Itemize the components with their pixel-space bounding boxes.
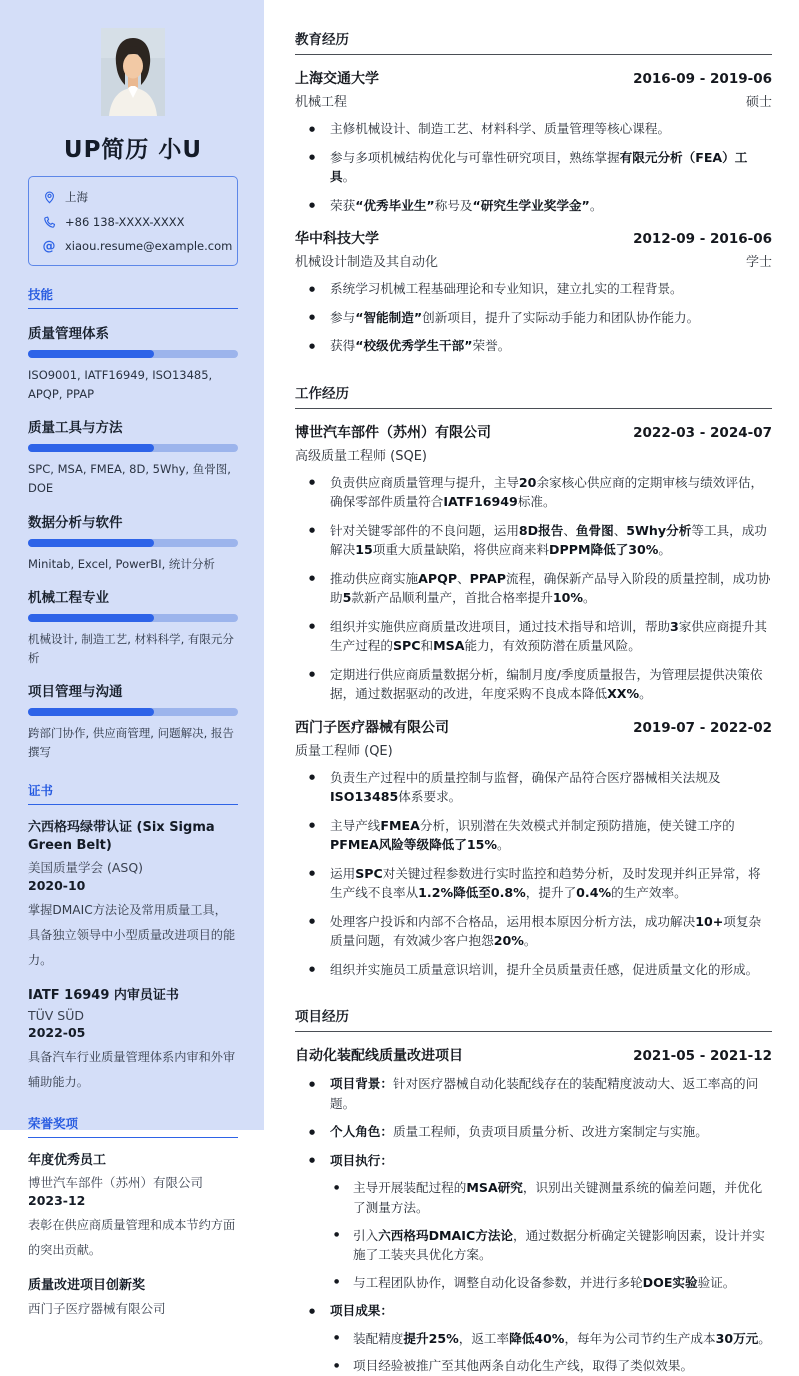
bullet-item: ● 运用SPC对关键过程参数进行实时监控和趋势分析，及时发现并纠正异常，将生产线不良率从1.2%降低至0.8%，提升了0.4%的生产效率。 (295, 864, 772, 903)
work-bullets (295, 473, 772, 704)
profile-photo (101, 28, 165, 116)
education-section (295, 28, 772, 356)
certificate-item (28, 819, 238, 973)
certificates-section-title: 证书 (28, 781, 238, 805)
skill-keywords: SPC, MSA, FMEA, 8D, 5Why, 鱼骨图, DOE (28, 462, 231, 495)
bullet-item: ● 系统学习机械工程基础理论和专业知识，建立扎实的工程背景。 (295, 279, 772, 299)
skill-progress-track (28, 614, 238, 622)
education-bullets (295, 119, 772, 215)
skill-item (28, 416, 238, 497)
certificate-item (28, 987, 238, 1095)
company-name: 博世汽车部件（苏州）有限公司 (295, 424, 491, 441)
honor-item (28, 1277, 238, 1316)
honor-date: 2023-12 (28, 1193, 86, 1209)
project-entry (295, 1045, 772, 1375)
certificates-section (28, 781, 238, 1096)
education-entry (295, 228, 772, 356)
bullet-item: ● 项目背景：针对医疗器械自动化装配线存在的装配精度波动大、返工率高的问题。 (295, 1074, 772, 1113)
project-sub-bullets (330, 1329, 772, 1376)
contact-location (42, 189, 224, 205)
bullet-item: ● 参与多项机械结构优化与可靠性研究项目，熟练掌握有限元分析（FEA）工具。 (295, 148, 772, 187)
bullet-item: ● 组织并实施供应商质量改进项目，通过技术指导和培训，帮助3家供应商提升其生产过程的SPC和MSA能力，有效预防潜在质量风险。 (295, 617, 772, 656)
honors-section-title: 荣誉奖项 (28, 1114, 238, 1138)
certificate-issuer: 美国质量学会 (ASQ) (28, 860, 144, 875)
work-bullets (295, 768, 772, 980)
skill-item (28, 680, 238, 761)
skill-progress-fill (28, 350, 154, 358)
education-date-range: 2012-09 - 2016-06 (633, 231, 772, 248)
project-date-range: 2021-05 - 2021-12 (633, 1048, 772, 1065)
contact-phone-text: +86 138-XXXX-XXXX (65, 215, 185, 229)
skill-progress-track (28, 708, 238, 716)
major-name: 机械设计制造及其自动化 (295, 255, 439, 271)
contact-email (42, 238, 233, 254)
skill-progress-fill (28, 444, 154, 452)
bullet-item: ● 主导产线FMEA分析，识别潜在失效模式并制定预防措施，使关键工序的PFMEA风险等级降低了15%。 (295, 816, 772, 855)
honor-issuer: 西门子医疗器械有限公司 (28, 1300, 166, 1316)
certificate-description: 具备汽车行业质量管理体系内审和外审辅助能力。 (28, 1050, 236, 1090)
education-bullets (295, 279, 772, 356)
skill-name: 质量管理体系 (28, 326, 109, 342)
bullet-item: ● 推动供应商实施APQP、PPAP流程，确保新产品导入阶段的质量控制，成功协助5款新产品顺利量产，首批合格率提升10%。 (295, 569, 772, 608)
major-name: 机械工程 (295, 95, 348, 110)
school-name: 上海交通大学 (295, 71, 379, 87)
bullet-item: ● 参与“智能制造”创新项目，提升了实际动手能力和团队协作能力。 (295, 308, 772, 328)
bullet-item: ● 处理客户投诉和内部不合格品，运用根本原因分析方法，成功解决10+项复杂质量问题，有效减少客户抱怨20%。 (295, 912, 772, 951)
location-pin-icon (42, 190, 56, 204)
skills-section-title: 技能 (28, 285, 238, 309)
skill-keywords: Minitab, Excel, PowerBI, 统计分析 (28, 556, 215, 571)
skill-progress-track (28, 350, 238, 358)
bullet-item: ● 荣获“优秀毕业生”称号及“研究生学业奖学金”。 (295, 196, 772, 216)
work-entry (295, 422, 772, 704)
work-section (295, 382, 772, 980)
candidate-name: UP简历 小U (63, 137, 203, 163)
project-name: 自动化装配线质量改进项目 (295, 1048, 463, 1065)
bullet-item: ● 项目成果： ● 装配精度提升25%，返工率降低40%，每年为公司节约生产成本30万元。 ● 项目经验被推广至其他两条自动化生产线，取得了类似效果。 (295, 1301, 772, 1376)
phone-icon (42, 215, 56, 229)
education-date-range: 2016-09 - 2019-06 (633, 71, 772, 87)
honor-title: 年度优秀员工 (28, 1153, 107, 1169)
skill-item (28, 322, 238, 403)
contact-email-text: xiaou.resume@example.com (65, 239, 233, 253)
projects-section (295, 1005, 772, 1375)
sub-bullet-item: ● 与工程团队协作，调整自动化设备参数，并进行多轮DOE实验验证。 (330, 1273, 772, 1293)
bullet-item: ● 组织并实施员工质量意识培训，提升全员质量责任感，促进质量文化的形成。 (295, 960, 772, 980)
bullet-item: ● 负责供应商质量管理与提升，主导20余家核心供应商的定期审核与绩效评估，确保零部件质量符合IATF16949标准。 (295, 473, 772, 512)
skill-progress-track (28, 539, 238, 547)
honors-section (28, 1114, 238, 1316)
main-content (264, 0, 799, 1374)
contact-card (28, 176, 238, 266)
skill-progress-fill (28, 708, 154, 716)
skill-keywords: 跨部门协作, 供应商管理, 问题解决, 报告撰写 (28, 726, 234, 759)
honor-issuer: 博世汽车部件（苏州）有限公司 (28, 1175, 204, 1191)
work-section-title: 工作经历 (295, 382, 772, 409)
skill-progress-fill (28, 539, 154, 547)
skill-name: 机械工程专业 (28, 590, 109, 607)
contact-phone (42, 215, 224, 229)
school-name: 华中科技大学 (295, 231, 379, 248)
skill-progress-track (28, 444, 238, 452)
certificate-date: 2022-05 (28, 1025, 86, 1041)
certificate-title: IATF 16949 内审员证书 (28, 988, 179, 1004)
skill-item (28, 586, 238, 667)
education-entry (295, 68, 772, 215)
sub-bullet-item: ● 引入六西格玛DMAIC方法论，通过数据分析确定关键影响因素，设计并实施了工装夹具优化方案。 (330, 1226, 772, 1265)
certificate-date: 2020-10 (28, 878, 86, 893)
projects-section-title: 项目经历 (295, 1005, 772, 1032)
skill-keywords: ISO9001, IATF16949, ISO13485, APQP, PPAP (28, 368, 213, 401)
sub-bullet-item: ● 主导开展装配过程的MSA研究，识别出关键测量系统的偏差问题，并优化了测量方法。 (330, 1178, 772, 1217)
company-name: 西门子医疗器械有限公司 (295, 719, 449, 736)
project-sub-bullets (330, 1178, 772, 1292)
job-title: 高级质量工程师 (SQE) (295, 448, 427, 464)
certificate-title: 六西格玛绿带认证 (Six Sigma Green Belt) (28, 819, 215, 853)
work-entry (295, 717, 772, 980)
sub-bullet-item: ● 装配精度提升25%，返工率降低40%，每年为公司节约生产成本30万元。 (330, 1329, 772, 1349)
honor-description: 表彰在供应商质量管理和成本节约方面的突出贡献。 (28, 1218, 236, 1258)
work-date-range: 2022-03 - 2024-07 (633, 424, 772, 441)
bullet-item: ● 主修机械设计、制造工艺、材料科学、质量管理等核心课程。 (295, 119, 772, 139)
certificate-description: 掌握DMAIC方法论及常用质量工具，具备独立领导中小型质量改进项目的能力。 (28, 903, 236, 968)
project-bullets (295, 1074, 772, 1375)
skill-item (28, 511, 238, 574)
skill-name: 项目管理与沟通 (28, 684, 123, 701)
skill-keywords: 机械设计, 制造工艺, 材料科学, 有限元分析 (28, 632, 234, 665)
skills-section (28, 285, 238, 762)
education-section-title: 教育经历 (295, 28, 772, 55)
skill-name: 质量工具与方法 (28, 420, 123, 437)
email-at-icon: @ (42, 238, 56, 254)
bullet-item: ● 负责生产过程中的质量控制与监督，确保产品符合医疗器械相关法规及ISO13485体系要求。 (295, 768, 772, 807)
bullet-item: ● 个人角色：质量工程师，负责项目质量分析、改进方案制定与实施。 (295, 1122, 772, 1142)
work-date-range: 2019-07 - 2022-02 (633, 719, 772, 736)
bullet-item: ● 定期进行供应商质量数据分析，编制月度/季度质量报告，为管理层提供决策依据，通过数据驱动的改进，年度采购不良成本降低XX%。 (295, 665, 772, 704)
job-title: 质量工程师 (QE) (295, 743, 393, 759)
sub-bullet-item: ● 项目经验被推广至其他两条自动化生产线，取得了类似效果。 (330, 1356, 772, 1376)
skill-name: 数据分析与软件 (28, 514, 123, 531)
certificate-issuer: TÜV SÜD (28, 1008, 85, 1024)
bullet-item: ● 获得“校级优秀学生干部”荣誉。 (295, 336, 772, 356)
sidebar (0, 0, 264, 1316)
degree-name: 硕士 (745, 95, 772, 110)
skill-progress-fill (28, 614, 154, 622)
honor-title: 质量改进项目创新奖 (28, 1278, 146, 1294)
bullet-item: ● 项目执行： ● 主导开展装配过程的MSA研究，识别出关键测量系统的偏差问题，并优化了测量方法。 ● 引入六西格玛DMAIC方法论，通过数据分析确定关键影响因素，设计并实施了工装夹具优化方案。 ● 与工程团队协作，调整自动化设备参数，并进行多轮DOE实验验证。 (295, 1151, 772, 1292)
degree-name: 学士 (745, 255, 772, 271)
contact-location-text: 上海 (65, 190, 88, 204)
bullet-item: ● 针对关键零部件的不良问题，运用8D报告、鱼骨图、5Why分析等工具，成功解决15项重大质量缺陷，将供应商来料DPPM降低了30%。 (295, 521, 772, 560)
honor-item (28, 1152, 238, 1263)
